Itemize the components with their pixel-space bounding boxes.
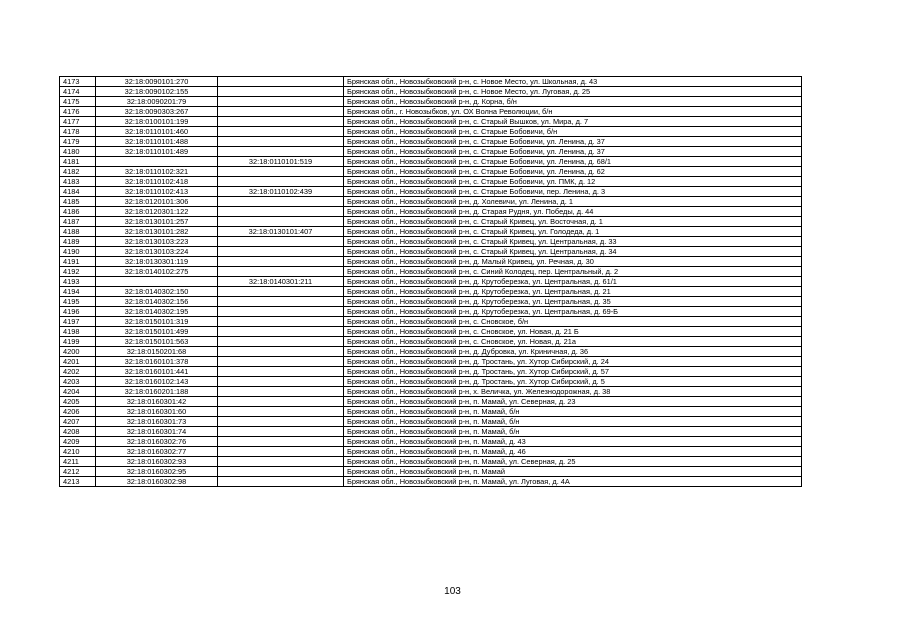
related-cadastral-number-cell — [218, 177, 344, 187]
table-row — [60, 167, 802, 177]
related-cadastral-number-cell: 32:18:0110102:439 — [218, 187, 344, 197]
cadastral-number-cell: 32:18:0140302:195 — [96, 307, 218, 317]
address-cell: Брянская обл., Новозыбковский р-н, с. Старые Бобовичи, ул. ПМК, д. 12 — [344, 177, 802, 187]
related-cadastral-number-cell — [218, 137, 344, 147]
related-cadastral-number-cell — [218, 417, 344, 427]
table-row — [60, 357, 802, 367]
row-number-cell: 4196 — [60, 307, 96, 317]
cadastral-number-cell: 32:18:0130101:257 — [96, 217, 218, 227]
row-number-cell: 4187 — [60, 217, 96, 227]
address-cell: Брянская обл., Новозыбковский р-н, с. Новое Место, ул. Луговая, д. 25 — [344, 87, 802, 97]
table-row — [60, 467, 802, 477]
address-cell: Брянская обл., Новозыбковский р-н, с. Старые Бобовичи, ул. Ленина, д. 62 — [344, 167, 802, 177]
cadastral-number-cell: 32:18:0160101:378 — [96, 357, 218, 367]
related-cadastral-number-cell: 32:18:0110101:519 — [218, 157, 344, 167]
table-row — [60, 447, 802, 457]
related-cadastral-number-cell — [218, 117, 344, 127]
address-cell: Брянская обл., Новозыбковский р-н, с. Старый Кривец, ул. Центральная, д. 34 — [344, 247, 802, 257]
table-row — [60, 297, 802, 307]
row-number-cell: 4182 — [60, 167, 96, 177]
row-number-cell: 4192 — [60, 267, 96, 277]
table-row — [60, 237, 802, 247]
related-cadastral-number-cell — [218, 197, 344, 207]
cadastral-number-cell: 32:18:0110101:489 — [96, 147, 218, 157]
row-number-cell: 4180 — [60, 147, 96, 157]
table-row — [60, 207, 802, 217]
address-cell: Брянская обл., Новозыбковский р-н, с. Старые Бобовичи, ул. Ленина, д. 37 — [344, 147, 802, 157]
row-number-cell: 4202 — [60, 367, 96, 377]
cadastral-number-cell: 32:18:0150101:563 — [96, 337, 218, 347]
row-number-cell: 4181 — [60, 157, 96, 167]
table-row — [60, 117, 802, 127]
row-number-cell: 4183 — [60, 177, 96, 187]
row-number-cell: 4184 — [60, 187, 96, 197]
row-number-cell: 4174 — [60, 87, 96, 97]
related-cadastral-number-cell — [218, 217, 344, 227]
address-cell: Брянская обл., г. Новозыбков, ул. ОХ Волна Революции, б/н — [344, 107, 802, 117]
cadastral-number-cell: 32:18:0160201:188 — [96, 387, 218, 397]
address-cell: Брянская обл., Новозыбковский р-н, д. Крутоберезка, ул. Центральная, д. 21 — [344, 287, 802, 297]
cadastral-number-cell: 32:18:0160301:73 — [96, 417, 218, 427]
related-cadastral-number-cell — [218, 357, 344, 367]
related-cadastral-number-cell — [218, 127, 344, 137]
address-cell: Брянская обл., Новозыбковский р-н, с. Старые Бобовичи, ул. Ленина, д. 68/1 — [344, 157, 802, 167]
address-cell: Брянская обл., Новозыбковский р-н, д. Холевичи, ул. Ленина, д. 1 — [344, 197, 802, 207]
cadastral-number-cell — [96, 157, 218, 167]
address-cell: Брянская обл., Новозыбковский р-н, д. Тростань, ул. Хутор Сибирский, д. 24 — [344, 357, 802, 367]
cadastral-number-cell: 32:18:0110102:413 — [96, 187, 218, 197]
table-row — [60, 77, 802, 87]
cadastral-number-cell: 32:18:0150201:68 — [96, 347, 218, 357]
table-row — [60, 247, 802, 257]
cadastral-number-cell: 32:18:0090101:270 — [96, 77, 218, 87]
row-number-cell: 4210 — [60, 447, 96, 457]
related-cadastral-number-cell — [218, 297, 344, 307]
cadastral-number-cell: 32:18:0160301:60 — [96, 407, 218, 417]
table-row — [60, 97, 802, 107]
page-number: 103 — [444, 586, 461, 597]
address-cell: Брянская обл., Новозыбковский р-н, с. Старый Кривец, ул. Восточная, д. 1 — [344, 217, 802, 227]
row-number-cell: 4208 — [60, 427, 96, 437]
table-row — [60, 347, 802, 357]
cadastral-number-cell: 32:18:0160101:441 — [96, 367, 218, 377]
cadastral-number-cell — [96, 277, 218, 287]
table-row — [60, 417, 802, 427]
related-cadastral-number-cell — [218, 327, 344, 337]
row-number-cell: 4194 — [60, 287, 96, 297]
row-number-cell: 4204 — [60, 387, 96, 397]
cadastral-number-cell: 32:18:0160301:42 — [96, 397, 218, 407]
address-cell: Брянская обл., Новозыбковский р-н, п. Мамай, ул. Северная, д. 25 — [344, 457, 802, 467]
related-cadastral-number-cell — [218, 267, 344, 277]
row-number-cell: 4179 — [60, 137, 96, 147]
row-number-cell: 4198 — [60, 327, 96, 337]
cadastral-number-cell: 32:18:0150101:319 — [96, 317, 218, 327]
table-row — [60, 267, 802, 277]
row-number-cell: 4190 — [60, 247, 96, 257]
table-row — [60, 287, 802, 297]
related-cadastral-number-cell — [218, 477, 344, 487]
related-cadastral-number-cell — [218, 87, 344, 97]
cadastral-number-cell: 32:18:0110102:321 — [96, 167, 218, 177]
row-number-cell: 4205 — [60, 397, 96, 407]
address-cell: Брянская обл., Новозыбковский р-н, п. Мамай, б/н — [344, 417, 802, 427]
table-row — [60, 107, 802, 117]
row-number-cell: 4200 — [60, 347, 96, 357]
related-cadastral-number-cell — [218, 237, 344, 247]
address-cell: Брянская обл., Новозыбковский р-н, д. Дубровка, ул. Криничная, д. 36 — [344, 347, 802, 357]
cadastral-number-cell: 32:18:0130101:282 — [96, 227, 218, 237]
row-number-cell: 4193 — [60, 277, 96, 287]
table-row — [60, 387, 802, 397]
address-cell: Брянская обл., Новозыбковский р-н, п. Мамай, б/н — [344, 427, 802, 437]
related-cadastral-number-cell — [218, 317, 344, 327]
address-cell: Брянская обл., Новозыбковский р-н, с. Старые Бобовичи, пер. Ленина, д. 3 — [344, 187, 802, 197]
cadastral-number-cell: 32:18:0120301:122 — [96, 207, 218, 217]
row-number-cell: 4177 — [60, 117, 96, 127]
table-row — [60, 147, 802, 157]
related-cadastral-number-cell — [218, 287, 344, 297]
related-cadastral-number-cell — [218, 337, 344, 347]
related-cadastral-number-cell: 32:18:0140301:211 — [218, 277, 344, 287]
address-cell: Брянская обл., Новозыбковский р-н, х. Величка, ул. Железнодорожная, д. 38 — [344, 387, 802, 397]
address-cell: Брянская обл., Новозыбковский р-н, д. Крутоберезка, ул. Центральная, д. 69-Б — [344, 307, 802, 317]
cadastral-number-cell: 32:18:0120101:306 — [96, 197, 218, 207]
row-number-cell: 4175 — [60, 97, 96, 107]
row-number-cell: 4211 — [60, 457, 96, 467]
row-number-cell: 4212 — [60, 467, 96, 477]
cadastral-number-cell: 32:18:0140102:275 — [96, 267, 218, 277]
address-cell: Брянская обл., Новозыбковский р-н, с. Сновское, б/н — [344, 317, 802, 327]
related-cadastral-number-cell — [218, 247, 344, 257]
address-cell: Брянская обл., Новозыбковский р-н, с. Новое Место, ул. Школьная, д. 43 — [344, 77, 802, 87]
cadastral-number-cell: 32:18:0160302:77 — [96, 447, 218, 457]
cadastral-number-cell: 32:18:0110101:460 — [96, 127, 218, 137]
table-row — [60, 257, 802, 267]
related-cadastral-number-cell — [218, 97, 344, 107]
table-row — [60, 317, 802, 327]
related-cadastral-number-cell — [218, 427, 344, 437]
row-number-cell: 4185 — [60, 197, 96, 207]
row-number-cell: 4188 — [60, 227, 96, 237]
table-row — [60, 377, 802, 387]
row-number-cell: 4213 — [60, 477, 96, 487]
related-cadastral-number-cell — [218, 447, 344, 457]
table-row — [60, 477, 802, 487]
address-cell: Брянская обл., Новозыбковский р-н, с. Сновское, ул. Новая, д. 21а — [344, 337, 802, 347]
cadastral-number-cell: 32:18:0140302:156 — [96, 297, 218, 307]
table-row — [60, 337, 802, 347]
address-cell: Брянская обл., Новозыбковский р-н, д. Старая Рудня, ул. Победы, д. 44 — [344, 207, 802, 217]
related-cadastral-number-cell — [218, 467, 344, 477]
address-cell: Брянская обл., Новозыбковский р-н, с. Синий Колодец, пер. Центральный, д. 2 — [344, 267, 802, 277]
row-number-cell: 4199 — [60, 337, 96, 347]
table-row — [60, 127, 802, 137]
row-number-cell: 4186 — [60, 207, 96, 217]
related-cadastral-number-cell — [218, 257, 344, 267]
table-row — [60, 327, 802, 337]
row-number-cell: 4201 — [60, 357, 96, 367]
related-cadastral-number-cell — [218, 377, 344, 387]
cadastral-number-cell: 32:18:0140302:150 — [96, 287, 218, 297]
row-number-cell: 4209 — [60, 437, 96, 447]
address-cell: Брянская обл., Новозыбковский р-н, д. Малый Кривец, ул. Речная, д. 30 — [344, 257, 802, 267]
cadastral-number-cell: 32:18:0150101:499 — [96, 327, 218, 337]
cadastral-number-cell: 32:18:0160302:76 — [96, 437, 218, 447]
table-row — [60, 157, 802, 167]
related-cadastral-number-cell — [218, 367, 344, 377]
address-cell: Брянская обл., Новозыбковский р-н, с. Старый Вышков, ул. Мира, д. 7 — [344, 117, 802, 127]
table-row — [60, 197, 802, 207]
row-number-cell: 4173 — [60, 77, 96, 87]
related-cadastral-number-cell — [218, 387, 344, 397]
address-cell: Брянская обл., Новозыбковский р-н, п. Мамай, д. 43 — [344, 437, 802, 447]
property-register-table — [59, 76, 802, 487]
row-number-cell: 4176 — [60, 107, 96, 117]
table-row — [60, 407, 802, 417]
table-row — [60, 397, 802, 407]
cadastral-number-cell: 32:18:0160301:74 — [96, 427, 218, 437]
cadastral-number-cell: 32:18:0130103:224 — [96, 247, 218, 257]
related-cadastral-number-cell — [218, 77, 344, 87]
related-cadastral-number-cell — [218, 107, 344, 117]
cadastral-number-cell: 32:18:0110101:488 — [96, 137, 218, 147]
row-number-cell: 4206 — [60, 407, 96, 417]
row-number-cell: 4197 — [60, 317, 96, 327]
related-cadastral-number-cell — [218, 147, 344, 157]
cadastral-number-cell: 32:18:0100101:199 — [96, 117, 218, 127]
cadastral-number-cell: 32:18:0090303:267 — [96, 107, 218, 117]
row-number-cell: 4207 — [60, 417, 96, 427]
address-cell: Брянская обл., Новозыбковский р-н, д. Крутоберезка, ул. Центральная, д. 35 — [344, 297, 802, 307]
cadastral-number-cell: 32:18:0090201:79 — [96, 97, 218, 107]
table-row — [60, 87, 802, 97]
table-row — [60, 227, 802, 237]
address-cell: Брянская обл., Новозыбковский р-н, п. Мамай, д. 46 — [344, 447, 802, 457]
table-row — [60, 427, 802, 437]
cadastral-number-cell: 32:18:0090102:155 — [96, 87, 218, 97]
address-cell: Брянская обл., Новозыбковский р-н, с. Старые Бобовичи, ул. Ленина, д. 37 — [344, 137, 802, 147]
table-row — [60, 137, 802, 147]
table-body — [60, 77, 802, 487]
cadastral-number-cell: 32:18:0160302:98 — [96, 477, 218, 487]
address-cell: Брянская обл., Новозыбковский р-н, д. Корна, б/н — [344, 97, 802, 107]
address-cell: Брянская обл., Новозыбковский р-н, д. Тростань, ул. Хутор Сибирский, д. 57 — [344, 367, 802, 377]
address-cell: Брянская обл., Новозыбковский р-н, п. Мамай, ул. Северная, д. 23 — [344, 397, 802, 407]
cadastral-number-cell: 32:18:0160302:93 — [96, 457, 218, 467]
table-row — [60, 177, 802, 187]
table-row — [60, 437, 802, 447]
row-number-cell: 4191 — [60, 257, 96, 267]
related-cadastral-number-cell — [218, 347, 344, 357]
related-cadastral-number-cell — [218, 397, 344, 407]
row-number-cell: 4178 — [60, 127, 96, 137]
related-cadastral-number-cell — [218, 407, 344, 417]
cadastral-number-cell: 32:18:0110102:418 — [96, 177, 218, 187]
address-cell: Брянская обл., Новозыбковский р-н, д. Тростань, ул. Хутор Сибирский, д. 5 — [344, 377, 802, 387]
table-row — [60, 187, 802, 197]
related-cadastral-number-cell — [218, 207, 344, 217]
related-cadastral-number-cell: 32:18:0130101:407 — [218, 227, 344, 237]
address-cell: Брянская обл., Новозыбковский р-н, д. Крутоберезка, ул. Центральная, д. 61/1 — [344, 277, 802, 287]
table-row — [60, 307, 802, 317]
related-cadastral-number-cell — [218, 457, 344, 467]
table-row — [60, 277, 802, 287]
address-cell: Брянская обл., Новозыбковский р-н, п. Мамай — [344, 467, 802, 477]
cadastral-number-cell: 32:18:0160302:95 — [96, 467, 218, 477]
related-cadastral-number-cell — [218, 167, 344, 177]
row-number-cell: 4203 — [60, 377, 96, 387]
table-row — [60, 217, 802, 227]
cadastral-number-cell: 32:18:0130301:119 — [96, 257, 218, 267]
address-cell: Брянская обл., Новозыбковский р-н, с. Сновское, ул. Новая, д. 21 Б — [344, 327, 802, 337]
cadastral-number-cell: 32:18:0160102:143 — [96, 377, 218, 387]
table-row — [60, 367, 802, 377]
related-cadastral-number-cell — [218, 437, 344, 447]
address-cell: Брянская обл., Новозыбковский р-н, п. Мамай, ул. Луговая, д. 4А — [344, 477, 802, 487]
address-cell: Брянская обл., Новозыбковский р-н, с. Старый Кривец, ул. Голодеда, д. 1 — [344, 227, 802, 237]
address-cell: Брянская обл., Новозыбковский р-н, с. Старые Бобовичи, б/н — [344, 127, 802, 137]
address-cell: Брянская обл., Новозыбковский р-н, п. Мамай, б/н — [344, 407, 802, 417]
table-row — [60, 457, 802, 467]
related-cadastral-number-cell — [218, 307, 344, 317]
row-number-cell: 4195 — [60, 297, 96, 307]
address-cell: Брянская обл., Новозыбковский р-н, с. Старый Кривец, ул. Центральная, д. 33 — [344, 237, 802, 247]
row-number-cell: 4189 — [60, 237, 96, 247]
cadastral-number-cell: 32:18:0130103:223 — [96, 237, 218, 247]
